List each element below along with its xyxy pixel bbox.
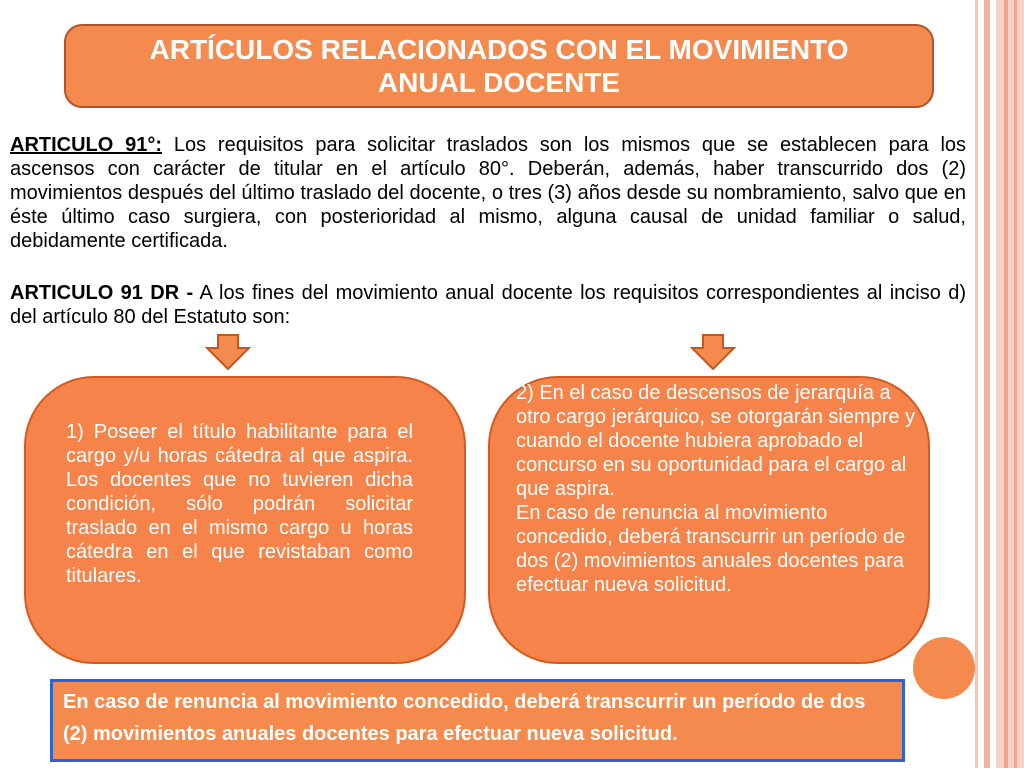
requirement-2-paragraph-2: En caso de renuncia al movimiento concedido, deberá transcurrir un período de dos (2) movimientos anuales docentes para efectuar nueva solicitud.: [516, 502, 906, 596]
title-line-1: ARTÍCULOS RELACIONADOS CON EL MOVIMIENTO: [149, 34, 849, 65]
decorative-stripe: [1014, 0, 1017, 768]
article-91-dr-text: A los fines del movimiento anual docente los requisitos correspondientes al inciso d) del artículo 80 del Estatuto son:: [10, 282, 966, 328]
down-arrow-icon: [690, 334, 736, 370]
requirement-2-paragraph-1: 2) En el caso de descensos de jerarquía a otro cargo jerárquico, se otorgarán siempre y cuando el docente hubiera aprobado el concurso en su oportunidad para el cargo al que aspira.: [516, 382, 916, 500]
requirement-2-text: [516, 381, 926, 597]
decorative-stripe: [975, 0, 978, 768]
decorative-stripe: [984, 0, 990, 768]
article-91-dr-label: ARTICULO 91 DR -: [10, 282, 194, 304]
title-line-2: ANUAL DOCENTE: [377, 67, 621, 98]
article-91-label: ARTICULO 91°:: [10, 134, 163, 156]
decorative-circle: [913, 637, 975, 699]
requirement-1-text: 1) Poseer el título habilitante para el cargo y/u horas cátedra al que aspira. Los docentes que no tuvieren dicha condición, sólo podrán solicitar traslado en el mismo cargo u horas cátedra en el que revistaban como titulares.: [66, 421, 413, 587]
article-91-text: Los requisitos para solicitar traslados son los mismos que se establecen para los ascensos con carácter de titular en el artículo 80°. Deberán, además, haber transcurrido dos (2) movimientos después del último traslado del docente, o tres (3) años desde su nombramiento, salvo que en éste último caso surgiera, con posterioridad al mismo, alguna causal de unidad familiar o salud, debidamente certificada.: [10, 134, 967, 252]
renunciation-note: En caso de renuncia al movimiento concedido, deberá transcurrir un período de dos (2) movimientos anuales docentes para efectuar nueva solicitud.: [50, 679, 905, 762]
article-91-paragraph: [10, 133, 966, 253]
decorative-stripe: [996, 0, 1024, 768]
article-91-dr-paragraph: [10, 281, 966, 329]
decorative-stripe: [1004, 0, 1008, 768]
down-arrow-icon: [205, 334, 251, 370]
slide-title: [64, 24, 934, 108]
